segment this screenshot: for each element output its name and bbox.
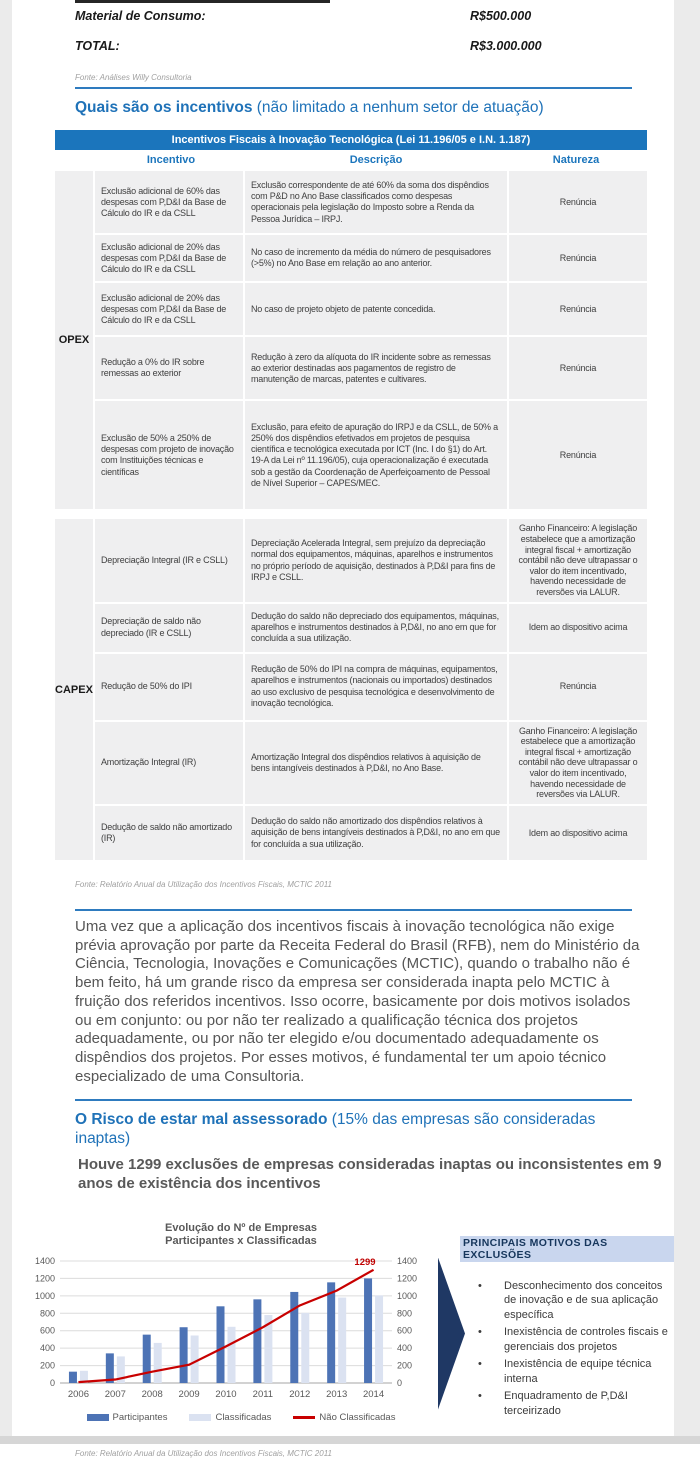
- svg-text:1000: 1000: [397, 1290, 418, 1301]
- table-row: [95, 604, 647, 652]
- exclusions-list: [478, 1279, 674, 1419]
- table-group: [55, 519, 647, 860]
- table-cell-natureza: Renúncia: [509, 235, 647, 281]
- budget-label: TOTAL:: [75, 39, 120, 53]
- section-title-rest: (15% das empresas são consideradas inaptas): [75, 1110, 596, 1148]
- table-cell-descricao: No caso de projeto objeto de patente concedida.: [245, 283, 507, 335]
- svg-text:400: 400: [397, 1343, 413, 1354]
- table-row: [95, 654, 647, 720]
- table-group: [55, 171, 647, 509]
- chart-svg: [20, 1253, 432, 1405]
- table-cell-natureza: Renúncia: [509, 401, 647, 509]
- exclusion-reason-item: • Inexistência de controles fiscais e gerenciais dos projetos: [478, 1325, 674, 1354]
- incentives-table: [55, 130, 647, 860]
- table-cell-incentivo: Exclusão de 50% a 250% de despesas com projeto de inovação com Instituições técnicas e científicas: [95, 401, 243, 509]
- table-cell-natureza: Renúncia: [509, 337, 647, 399]
- svg-text:400: 400: [39, 1343, 55, 1354]
- budget-row: [75, 39, 674, 53]
- table-row: [95, 283, 647, 335]
- svg-text:2009: 2009: [178, 1389, 200, 1400]
- svg-text:600: 600: [397, 1325, 413, 1336]
- svg-text:1000: 1000: [34, 1290, 55, 1301]
- budget-value: R$500.000: [470, 9, 532, 23]
- table-cell-descricao: Exclusão correspondente de até 60% da soma dos dispêndios com P&D no Ano Base classificados como despesas operacionais pela legislação do Imposto sobre a Renda da Pessoa Jurídica – IRPJ.: [245, 171, 507, 233]
- section-rule: [75, 1099, 632, 1101]
- legend-item: [87, 1412, 168, 1423]
- svg-text:1400: 1400: [34, 1256, 55, 1266]
- table-cell-natureza: Renúncia: [509, 654, 647, 720]
- table-cell-descricao: Depreciação Acelerada Integral, sem prejuízo da depreciação normal dos equipamentos, máquinas, aparelhos e instrumentos no próprio período de aquisição, destinados à P,D&I para fins de IRPJ e CSLL.: [245, 519, 507, 601]
- table-cell-incentivo: Depreciação Integral (IR e CSLL): [95, 519, 243, 601]
- table-cell-natureza: Renúncia: [509, 171, 647, 233]
- svg-text:800: 800: [397, 1308, 413, 1319]
- bar-classificadas: [154, 1343, 162, 1383]
- chart-block: [20, 1222, 432, 1424]
- table-title: Incentivos Fiscais à Inovação Tecnológica (Lei 11.196/05 e I.N. 1.187): [55, 130, 647, 150]
- line-end-label: 1299: [354, 1256, 376, 1268]
- table-cell-natureza: Ganho Financeiro: A legislação estabelece que a amortização integral fiscal + amortização contábil não deve ultrapassar o valor do item incentivado, havendo necessidade de reversões via LALUR.: [509, 722, 647, 804]
- source-note: Fonte: Relatório Anual da Utilização dos Incentivos Fiscais, MCTIC 2011: [75, 1449, 333, 1458]
- table-cell-natureza: Renúncia: [509, 283, 647, 335]
- legend-label: Não Classificadas: [319, 1412, 396, 1423]
- exclusions-box: [438, 1222, 674, 1424]
- svg-text:200: 200: [397, 1360, 413, 1371]
- legend-label: Classificadas: [215, 1412, 272, 1423]
- section-title-incentivos: [75, 98, 631, 117]
- table-row: [95, 235, 647, 281]
- bar-classificadas: [375, 1295, 383, 1383]
- chart-plot: [20, 1253, 432, 1410]
- table-cell-incentivo: Exclusão adicional de 20% das despesas com P,D&I da Base de Cálculo do IR e da CSLL: [95, 235, 243, 281]
- legend-item: [293, 1412, 395, 1423]
- document-content: [12, 0, 674, 1458]
- legend-swatch: [189, 1414, 211, 1421]
- table-row: [95, 722, 647, 804]
- svg-text:2008: 2008: [141, 1389, 163, 1400]
- table-cell-descricao: Exclusão, para efeito de apuração do IRPJ e da CSLL, de 50% a 250% dos dispêndios efetivados em projetos de pesquisa científica e tecnológica executada por ICT (Inc. I do §1) do Art. 19-A da Lei nº 11.196/05), cuja operacionalização é executada sob a gestão da Coordenação de Aperfeiçoamento de Pessoal de Nível Superior – CAPES/MEC.: [245, 401, 507, 509]
- section-title-risco: [75, 1110, 631, 1149]
- svg-text:2011: 2011: [252, 1389, 274, 1400]
- section-title-rest: (não limitado a nenhum setor de atuação): [252, 99, 544, 116]
- table-header-natureza: Natureza: [552, 154, 600, 167]
- table-cell-incentivo: Amortização Integral (IR): [95, 722, 243, 804]
- table-cell-descricao: Dedução do saldo não depreciado dos equipamentos, máquinas, aparelhos e instrumentos destinados à P,D&I, no ano em que for concluída a sua utilização.: [245, 604, 507, 652]
- chart-title: [20, 1222, 432, 1250]
- table-cell-descricao: Redução à zero da alíquota do IR incidente sobre as remessas ao exterior destinadas aos pagamentos de registro de manutenção de marcas, patentes e cultivares.: [245, 337, 507, 399]
- bar-participantes: [327, 1282, 335, 1383]
- bar-participantes: [290, 1292, 298, 1383]
- bottom-page-edge: [0, 1436, 700, 1444]
- bar-participantes: [217, 1306, 225, 1383]
- bar-classificadas: [191, 1336, 199, 1383]
- budget-value: R$3.000.000: [470, 39, 542, 53]
- section-rule: [75, 909, 632, 911]
- table-row: [95, 171, 647, 233]
- body-paragraph: Uma vez que a aplicação dos incentivos fiscais à inovação tecnológica não exige prévia aprovação por parte da Receita Federal do Brasil (RFB), nem do Ministério da Ciência, Tecnologia, Inovações e Comunicações (MCTIC), quando o trabalho não é bem feito, há um grande risco da empresa ser considerada inapta pelo MCTIC à fruição dos referidos incentivos. Isso ocorre, basicamente por dois motivos isolados ou em conjunto: ou por não ter realizado a qualificação técnica dos projetos adequadamente, ou por não ter elegido e/ou documentado adequadamente os dispêndios dos projetos. Por esses motivos, é fundamental ter um apoio técnico especializado de uma Consultoria.: [75, 917, 640, 1085]
- svg-text:2010: 2010: [215, 1389, 237, 1400]
- table-cell-descricao: Dedução do saldo não amortizado dos dispêndios relativos à aquisição de bens intangíveis destinados à P,D&I, no ano em que for concluída a sua utilização.: [245, 806, 507, 860]
- table-cell-natureza: Ganho Financeiro: A legislação estabelece que a amortização integral fiscal + amortização contábil não deve ultrapassar o valor do item incentivado, havendo necessidade de reversões via LALUR.: [509, 519, 647, 601]
- svg-text:200: 200: [39, 1360, 55, 1371]
- table-header-row: [55, 150, 647, 169]
- svg-text:0: 0: [49, 1378, 55, 1388]
- svg-text:600: 600: [39, 1325, 55, 1336]
- table-cell-incentivo: Redução a 0% do IR sobre remessas ao exterior: [95, 337, 243, 399]
- bar-participantes: [69, 1372, 77, 1383]
- bar-classificadas: [228, 1327, 236, 1383]
- source-note: Fonte: Análises Willy Consultoria: [75, 73, 192, 82]
- top-divider: [75, 0, 330, 3]
- table-cell-incentivo: Exclusão adicional de 20% das despesas com P,D&I da Base de Cálculo do IR e da CSLL: [95, 283, 243, 335]
- exclusion-reason-item: • Inexistência de equipe técnica interna: [478, 1357, 674, 1386]
- table-header-descricao: Descrição: [349, 154, 403, 167]
- bar-classificadas: [338, 1298, 346, 1383]
- page-margin-right: [674, 0, 700, 1444]
- figure-row: [20, 1222, 674, 1424]
- svg-text:2007: 2007: [104, 1389, 126, 1400]
- table-cell-natureza: Idem ao dispositivo acima: [509, 806, 647, 860]
- svg-text:1400: 1400: [397, 1256, 418, 1266]
- table-row: [95, 401, 647, 509]
- svg-text:2006: 2006: [67, 1389, 90, 1400]
- table-header-incentivo: Incentivo: [146, 154, 196, 167]
- arrow-right-icon: [438, 1258, 465, 1410]
- source-note: Fonte: Relatório Anual da Utilização dos Incentivos Fiscais, MCTIC 2011: [75, 879, 333, 889]
- svg-text:800: 800: [39, 1308, 55, 1319]
- chart-title-line: Participantes x Classificadas: [165, 1235, 317, 1248]
- bar-classificadas: [301, 1313, 309, 1383]
- table-header-spacer: [55, 154, 97, 166]
- section-subtitle: Houve 1299 exclusões de empresas consideradas inaptas ou inconsistentes em 9 anos de existência dos incentivos: [78, 1156, 662, 1193]
- svg-text:1200: 1200: [34, 1273, 55, 1284]
- legend-label: Participantes: [112, 1412, 168, 1423]
- table-group-label: OPEX: [55, 171, 93, 509]
- page-margin-left: [0, 0, 12, 1444]
- section-title-bold: O Risco de estar mal assessorado: [75, 1110, 328, 1128]
- svg-text:2013: 2013: [326, 1389, 348, 1400]
- exclusion-reason-item: • Desconhecimento dos conceitos de inovação e de sua aplicação específica: [478, 1279, 674, 1323]
- svg-text:2012: 2012: [289, 1389, 311, 1400]
- chart-legend: [20, 1412, 432, 1423]
- bar-participantes: [143, 1335, 151, 1383]
- table-cell-descricao: No caso de incremento da média do número de pesquisadores (>5%) no Ano Base em relação ao ano anterior.: [245, 235, 507, 281]
- legend-swatch: [87, 1414, 109, 1421]
- section-title-bold: Quais são os incentivos: [75, 99, 253, 116]
- table-cell-incentivo: Dedução de saldo não amortizado (IR): [95, 806, 243, 860]
- budget-row: [75, 9, 674, 23]
- chart-title-line: Evolução do Nº de Empresas: [165, 1221, 317, 1234]
- budget-label: Material de Consumo:: [75, 9, 206, 23]
- bar-participantes: [364, 1278, 372, 1383]
- table-cell-incentivo: Exclusão adicional de 60% das despesas com P,D&I da Base de Cálculo do IR e da CSLL: [95, 171, 243, 233]
- section-rule: [75, 87, 632, 89]
- table-cell-incentivo: Depreciação de saldo não depreciado (IR e CSLL): [95, 604, 243, 652]
- table-cell-descricao: Amortização Integral dos dispêndios relativos à aquisição de bens intangíveis destinados à P,D&I, no Ano Base.: [245, 722, 507, 804]
- table-cell-natureza: Idem ao dispositivo acima: [509, 604, 647, 652]
- table-row: [95, 519, 647, 601]
- table-group-label: CAPEX: [55, 519, 93, 860]
- table-body: [55, 171, 647, 860]
- table-row: [95, 806, 647, 860]
- svg-text:1200: 1200: [397, 1273, 418, 1284]
- bar-participantes: [180, 1327, 188, 1383]
- exclusion-reason-item: • Enquadramento de P,D&I terceirizado: [478, 1389, 674, 1418]
- table-row: [95, 337, 647, 399]
- svg-text:0: 0: [397, 1378, 403, 1388]
- table-cell-descricao: Redução de 50% do IPI na compra de máquinas, equipamentos, aparelhos e instrumentos (nacionais ou importados) destinados ao uso exclusivo de pesquisa tecnológica e desenvolvimento de inovação tecnológica.: [245, 654, 507, 720]
- svg-text:2014: 2014: [362, 1389, 385, 1400]
- bar-participantes: [106, 1353, 114, 1383]
- bar-participantes: [253, 1299, 261, 1383]
- exclusions-header: PRINCIPAIS MOTIVOS DAS EXCLUSÕES: [460, 1236, 674, 1262]
- legend-item: [189, 1412, 271, 1423]
- legend-swatch: [293, 1416, 315, 1419]
- table-cell-incentivo: Redução de 50% do IPI: [95, 654, 243, 720]
